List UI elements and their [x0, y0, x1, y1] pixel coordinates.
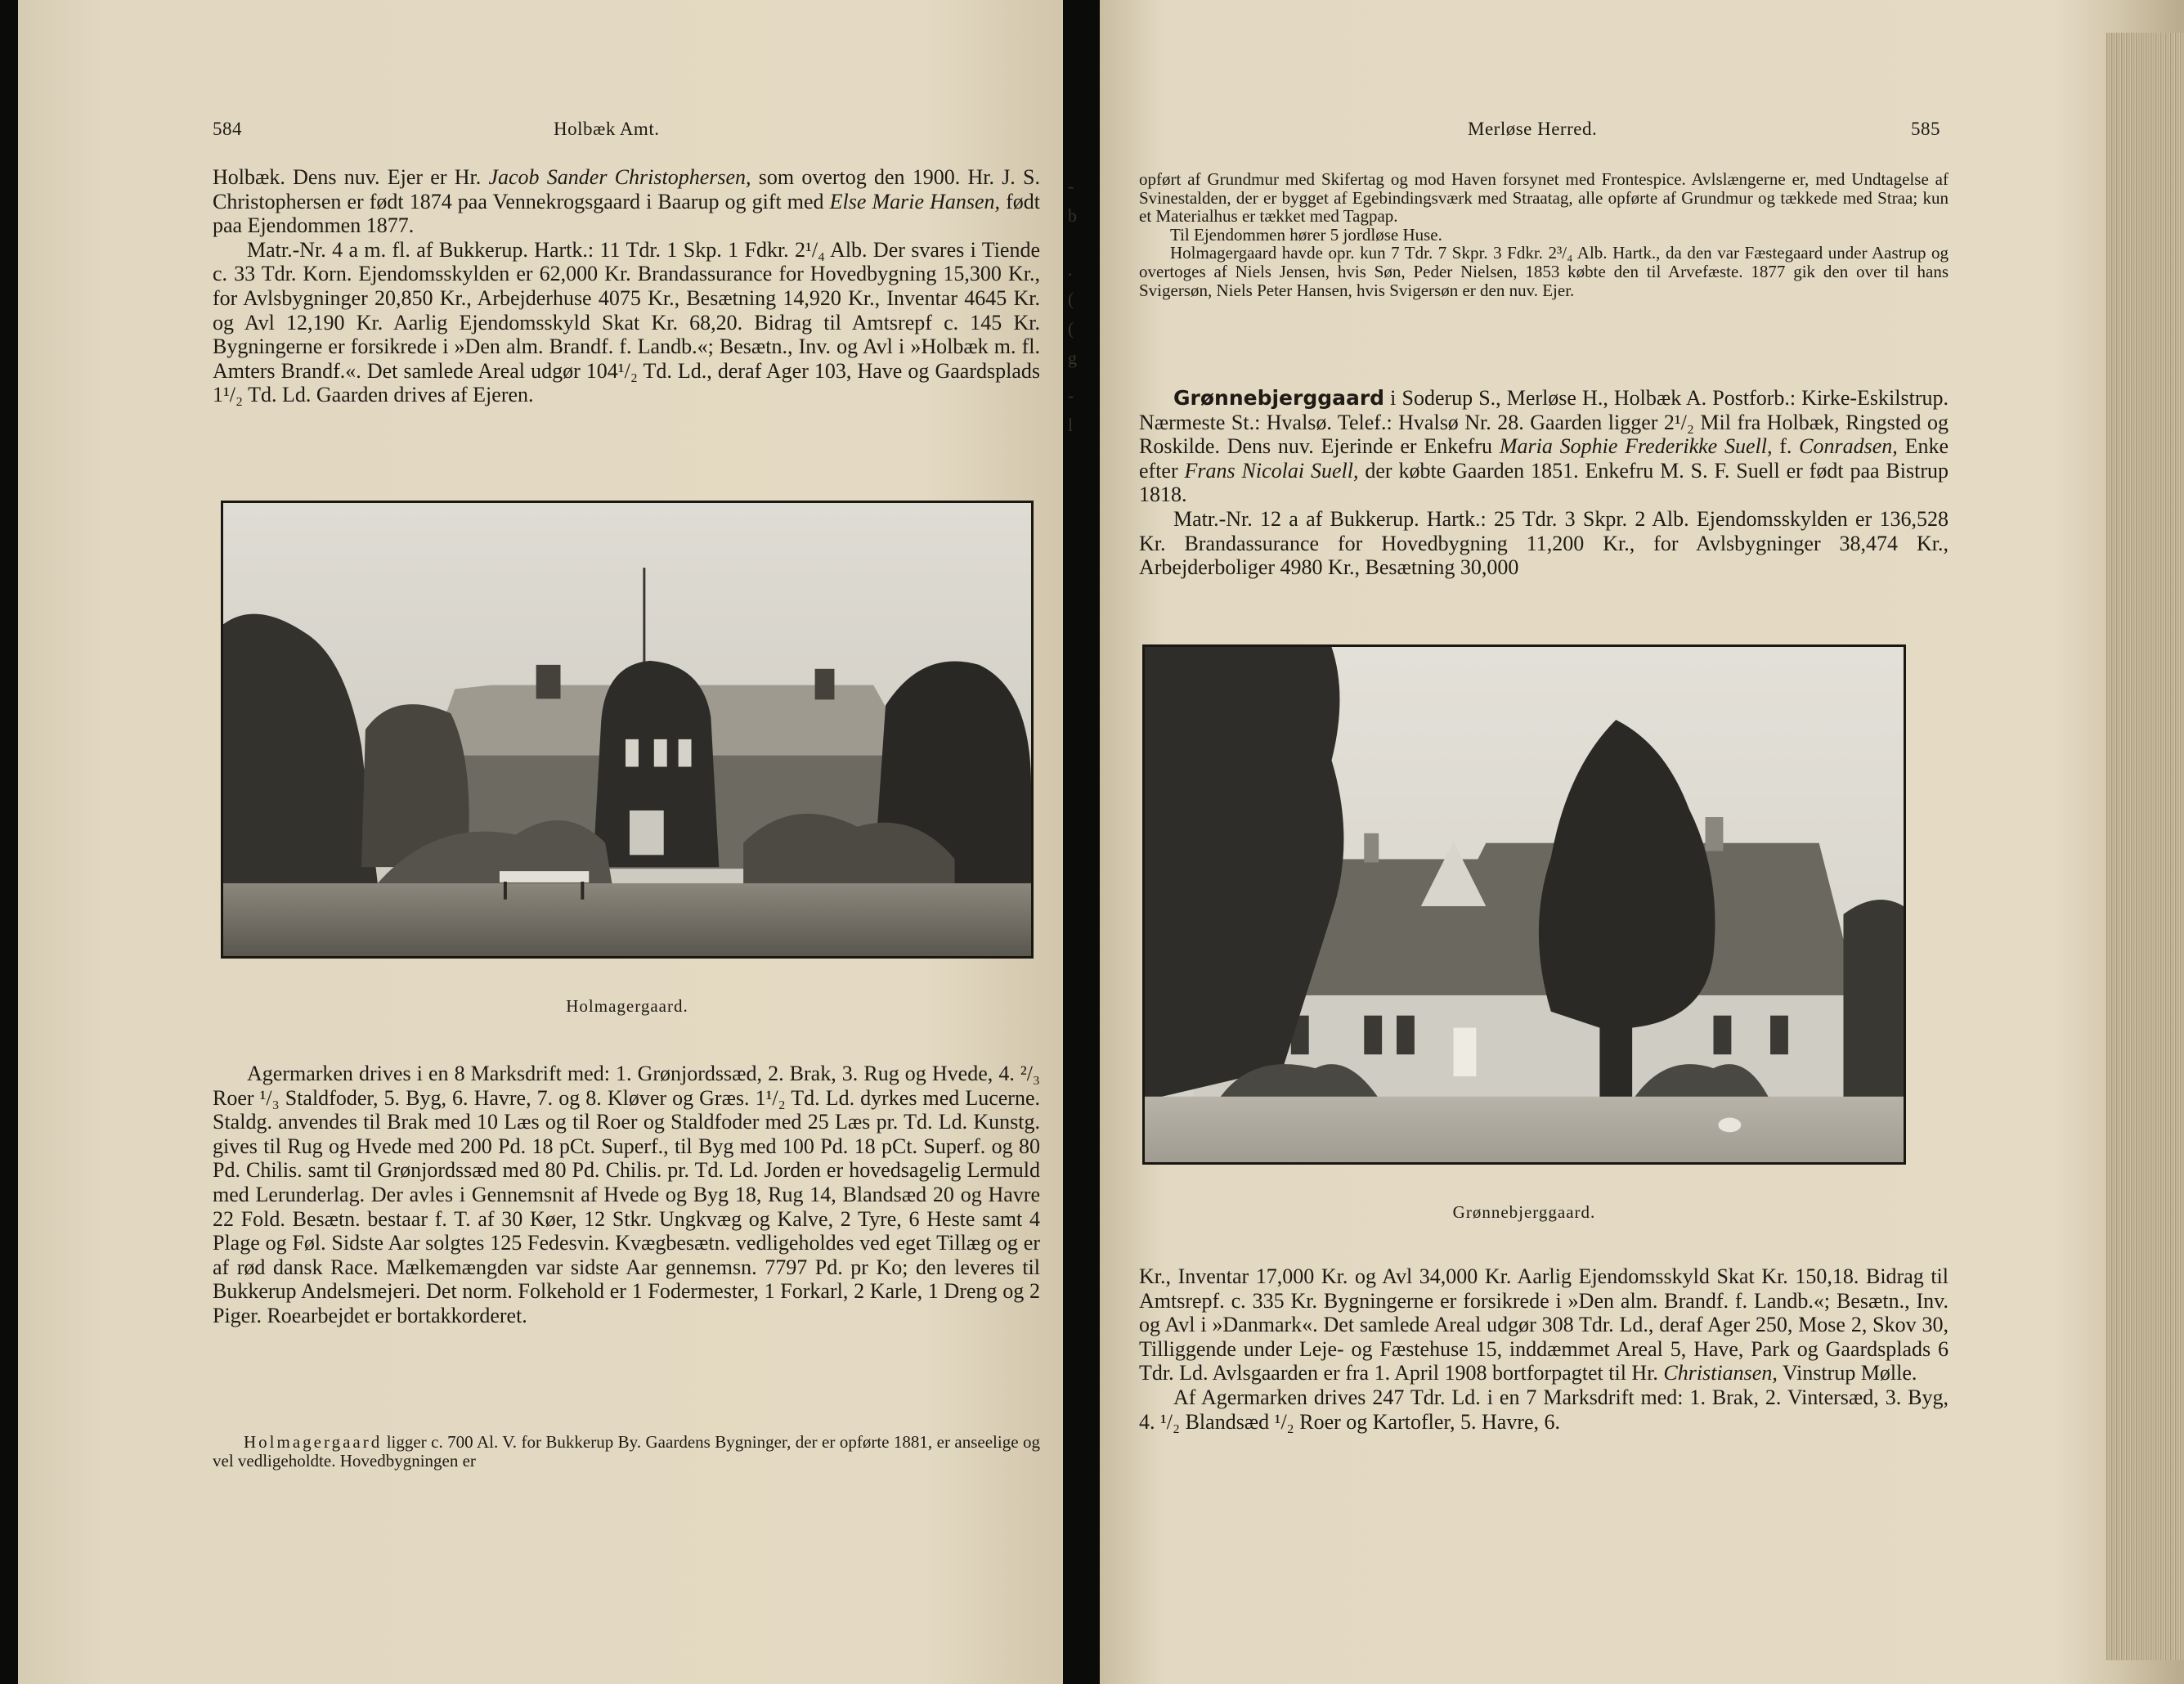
right-running-head: Merløse Herred. — [1468, 119, 1598, 139]
holmagergaard-name: Holmagergaard — [244, 1432, 383, 1452]
margin-fragments: - b . ( ( g - l — [1068, 176, 1077, 435]
gronnebjerggaard-entry: Grønnebjerggaard i Soderup S., Merløse H., Holbæk A. Postforb.: Kirke-Eskilstrup. Nærmeste St.: Hvalsø. Telef.: Hvalsø Nr. 28. Gaarden ligger 2¹/₂ Mil fra Holbæk, Ringsted og Roskilde. Dens nuv. Ejerinde er Enkefru Maria Sophie Frederikke Suell, f. Conradsen, Enke efter Frans Nicolai Suell, der købte Gaarden 1851. Enkefru M. S. F. Suell er født paa Bistrup 1818. — [1139, 386, 1949, 507]
owner-name: Jacob Sander Christophersen, — [488, 165, 751, 189]
gronnebjerggaard-caption: Grønnebjerggaard. — [1452, 1202, 1596, 1222]
wife-name: Else Marie Hansen, — [829, 189, 1001, 213]
right-page-number: 585 — [1911, 119, 1940, 139]
ager-paragraph: Agermarken drives i en 8 Marksdrift med: 1. Grønjordssæd, 2. Brak, 3. Rug og Hvede, 4. ²/₃ Roer ¹/₃ Staldfoder, 5. Byg, 6. Havre, 7. og 8. Kløver og Græs. 1¹/₂ Td. Ld. dyrkes med Lucerne. Staldg. anvendes til Brak med 10 Læs og til Roer og Staldfoder med 25 Læs pr. Td. Ld. Kunstg. gives til Rug og Hvede med 200 Pd. 18 pCt. Superf., til Byg med 100 Pd. 18 pCt. Superf. og 80 Pd. Chilis. samt til Grønjordssæd med 80 Pd. Chilis. pr. Td. Ld. Jorden er hovedsagelig Lermuld med Lerunderlag. Der avles i Gennemsnit af Hvede og Byg 18, Rug 14, Blandsæd 20 og Havre 22 Fold. Besætn. bestaar f. T. af 30 Køer, 12 Stkr. Ungkvæg og Kalve, 2 Tyre, 6 Heste samt 4 Plage og Føl. Sidste Aar solgtes 125 Fedesvin. Kvægbesætn. vedligeholdes ved eget Tillæg og er af rød dansk Race. Mælkemængden var sidste Aar gennemsn. 7797 Pd. pr Ko; den leveres til Bukkerup Andelsmejeri. Det norm. Folkehold er 1 Fodermester, 1 Forkarl, 2 Karle, 1 Dreng og 2 Piger. Roearbejdet er bortakkorderet. — [213, 1062, 1040, 1327]
right-entry-text — [1139, 386, 1949, 580]
right-page — [1100, 0, 2184, 1684]
gronnebjerggaard-photo-image — [1145, 647, 1904, 1162]
holmagergaard-photo-image — [223, 503, 1031, 956]
holmagergaard-photo — [221, 501, 1034, 959]
history-paragraph: Holmagergaard havde opr. kun 7 Tdr. 7 Skpr. 3 Fdkr. 2³/₄ Alb. Hartk., da den var Fæstegaard under Aastrup og overtoges af Niels Jensen, hvis Søn, Peder Nielsen, 1853 købte den til Arvefæste. 1877 gik den over til hans Svigersøn, Niels Peter Hansen, hvis Svigersøn er den nuv. Ejer. — [1139, 243, 1949, 300]
left-top-text — [213, 165, 1040, 407]
entry-title: Grønnebjerggaard — [1173, 386, 1385, 410]
left-page — [18, 0, 1081, 1684]
page-edges — [2106, 33, 2184, 1660]
left-page-number: 584 — [213, 119, 242, 139]
left-ager-text — [213, 1062, 1040, 1328]
building-paragraph: Holmagergaard ligger c. 700 Al. V. for Bukkerup By. Gaardens Bygninger, der er opførte 1881, er anseelige og vel vedligeholdte. Hovedbygningen er — [213, 1432, 1040, 1471]
maiden-name: Conradsen, — [1799, 434, 1898, 459]
matr-paragraph: Matr.-Nr. 4 a m. fl. af Bukkerup. Hartk.: 11 Tdr. 1 Skp. 1 Fdkr. 2¹/₄ Alb. Der svares i Tiende c. 33 Tdr. Korn. Ejendomsskylden er 62,000 Kr. Brandassurance for Hovedbygning 15,300 Kr., for Avlsbygninger 20,850 Kr., Arbejderhuse 4075 Kr., Besætning 14,920 Kr., Inventar 4645 Kr. og Avl 12,190 Kr. Aarlig Ejendomsskyld Skat Kr. 68,20. Bidrag til Amtsrepf c. 145 Kr. Bygningerne er forsikrede i »Den alm. Brandf. f. Landb.«; Besætn., Inv. og Avl i »Holbæk m. fl. Amters Brandf.«. Det samlede Areal udgør 104¹/₂ Td. Ld., deraf Ager 103, Have og Gaardsplads 1¹/₂ Td. Ld. Gaarden drives af Ejeren. — [213, 237, 1040, 407]
matr-paragraph: Matr.-Nr. 12 a af Bukkerup. Hartk.: 25 Tdr. 3 Skpr. 2 Alb. Ejendomsskylden er 136,528 Kr. Brandassurance for Hovedbygning 11,200 Kr., for Avlsbygninger 38,474 Kr., Arbejderboliger 4980 Kr., Besætning 30,000 — [1139, 506, 1949, 580]
left-small-text — [213, 1433, 1040, 1470]
right-small-text — [1139, 170, 1949, 299]
gronnebjerggaard-photo — [1142, 644, 1906, 1165]
owner-paragraph: Holbæk. Dens nuv. Ejer er Hr. Jacob Sander Christophersen, som overtog den 1900. Hr. J. S. Christophersen er født 1874 paa Vennekrogsgaard i Baarup og gift med Else Marie Hansen, født paa Ejendommen 1877. — [213, 165, 1040, 238]
owner-name: Maria Sophie Frederikke Suell, — [1499, 434, 1773, 459]
left-running-head: Holbæk Amt. — [554, 119, 660, 139]
ager-paragraph: Af Agermarken drives 247 Tdr. Ld. i en 7 Marksdrift med: 1. Brak, 2. Vintersæd, 3. Byg, 4. ¹/₂ Blandsæd ¹/₂ Roer og Kartofler, 5. Havre, 6. — [1139, 1385, 1949, 1434]
houses-paragraph: Til Ejendommen hører 5 jordløse Huse. — [1170, 224, 1442, 245]
husband-name: Frans Nicolai Suell, — [1184, 458, 1359, 483]
holmagergaard-caption: Holmagergaard. — [566, 996, 688, 1016]
tenant-name: Christiansen, — [1663, 1361, 1778, 1385]
continuation-paragraph: Kr., Inventar 17,000 Kr. og Avl 34,000 Kr. Aarlig Ejendomsskyld Skat Kr. 150,18. Bidrag til Amtsrepf. c. 335 Kr. Bygningerne er forsikrede i »Den alm. Brandf. f. Landb.«; Besætn., Inv. og Avl i »Danmark«. Det samlede Areal udgør 308 Tdr. Ld., deraf Ager 250, Mose 2, Skov 30, Tilliggende under Leje- og Fæstehuse 15, inddæmmet Areal 5, Have, Park og Gaardsplads 6 Tdr. Ld. Avlsgaarden er fra 1. April 1908 bortforpagtet til Hr. Christiansen, Vinstrup Mølle. — [1139, 1264, 1949, 1385]
building-paragraph-cont: opført af Grundmur med Skifertag og mod Haven forsynet med Frontespice. Avlslængerne er, med Undtagelse af Svinestalden, der er bygget af Egebindingsværk med Straatag, alle opførte af Grundmur og tækkede med Straa; kun et Materialhus er tækket med Tagpap. — [1139, 169, 1949, 227]
right-lower-text — [1139, 1264, 1949, 1434]
